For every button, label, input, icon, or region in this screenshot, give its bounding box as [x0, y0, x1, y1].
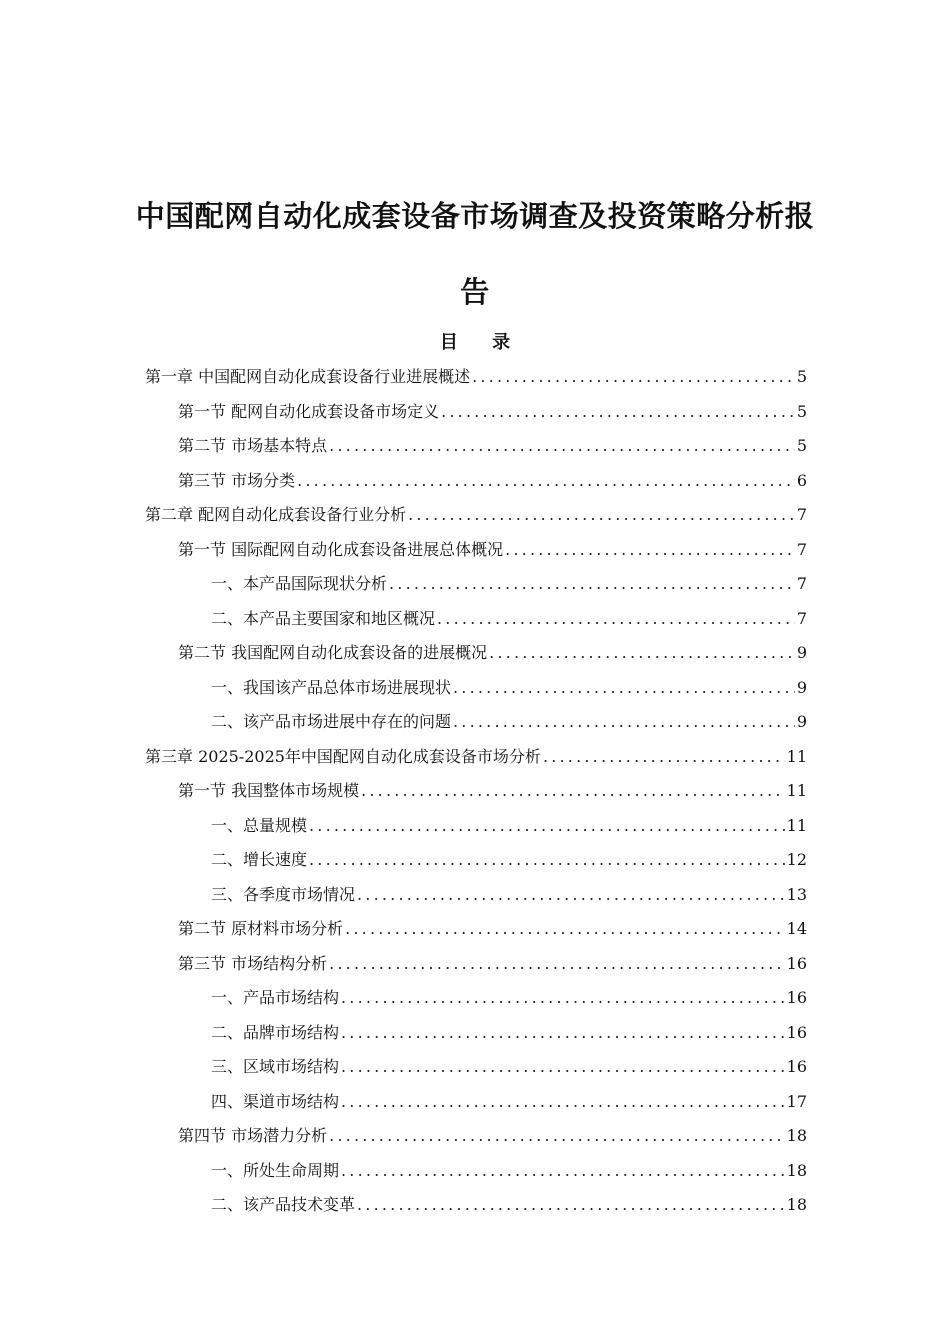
toc-dot-leader	[345, 912, 785, 947]
toc-entry[interactable]	[145, 567, 807, 602]
toc-entry-title: 一、产品市场结构	[211, 988, 340, 1007]
toc-entry[interactable]	[145, 671, 807, 706]
toc-page-number: 13	[786, 884, 807, 904]
toc-entry-title: 第二节 市场基本特点	[178, 436, 328, 455]
toc-dot-leader	[389, 567, 795, 602]
toc-entry-title: 第四节 市场潜力分析	[178, 1126, 328, 1145]
toc-entry[interactable]	[145, 1085, 807, 1120]
toc-page-number: 18	[786, 1160, 807, 1180]
toc-page-number: 14	[786, 919, 807, 938]
document-title-line-1: 中国配网自动化成套设备市场调查及投资策略分析报	[135, 199, 815, 233]
toc-entry[interactable]	[145, 1016, 807, 1051]
toc-page-number: 5	[796, 436, 807, 455]
toc-entry-title: 三、各季度市场情况	[211, 884, 356, 904]
toc-page-number: 7	[796, 539, 807, 559]
toc-page-number: 16	[786, 953, 807, 973]
toc-entry[interactable]	[145, 878, 807, 913]
document-title-line-2: 告	[460, 275, 490, 309]
toc-entry[interactable]	[145, 1119, 807, 1154]
toc-entry[interactable]	[145, 843, 807, 878]
toc-entry[interactable]	[145, 981, 807, 1016]
toc-entry[interactable]	[145, 395, 807, 430]
toc-dot-leader	[505, 533, 795, 568]
toc-dot-leader	[489, 636, 795, 671]
toc-entry[interactable]	[145, 912, 807, 947]
toc-entry-title: 一、本产品国际现状分析	[211, 574, 388, 593]
toc-entry-title: 二、该产品技术变革	[211, 1195, 356, 1214]
toc-entry[interactable]	[145, 1188, 807, 1223]
toc-page-number: 6	[796, 470, 807, 490]
toc-page-number: 7	[796, 574, 807, 593]
toc-dot-leader	[437, 602, 795, 637]
toc-entry-title: 第三章 2025-2025年中国配网自动化成套设备市场分析	[145, 746, 541, 766]
toc-entry-title: 第三节 市场分类	[178, 470, 296, 490]
toc-dot-leader	[408, 498, 795, 533]
toc-page-number: 11	[786, 815, 807, 835]
toc-entry-title: 二、增长速度	[211, 850, 308, 869]
toc-dot-leader	[329, 429, 795, 464]
toc-page-number: 12	[786, 850, 807, 869]
toc-entry[interactable]	[145, 533, 807, 568]
toc-entry-title: 二、该产品市场进展中存在的问题	[211, 712, 452, 731]
toc-dot-leader	[357, 878, 785, 913]
toc-dot-leader	[341, 1154, 785, 1189]
toc-page-number: 17	[786, 1091, 807, 1111]
toc-entry[interactable]	[145, 947, 807, 982]
toc-entry-title: 第一节 我国整体市场规模	[178, 781, 360, 800]
toc-entry-title: 三、区域市场结构	[211, 1057, 340, 1076]
toc-dot-leader	[357, 1188, 785, 1223]
toc-entry-title: 四、渠道市场结构	[211, 1091, 340, 1111]
toc-entry-title: 一、所处生命周期	[211, 1160, 340, 1180]
toc-entry-title: 二、本产品主要国家和地区概况	[211, 608, 436, 628]
toc-entry[interactable]	[145, 774, 807, 809]
toc-entry-title: 第一节 国际配网自动化成套设备进展总体概况	[178, 539, 504, 559]
toc-page-number: 5	[796, 367, 807, 386]
toc-entry[interactable]	[145, 740, 807, 775]
toc-dot-leader	[441, 395, 795, 430]
table-of-contents	[145, 360, 807, 1223]
toc-dot-leader	[341, 1050, 785, 1085]
toc-entry[interactable]	[145, 602, 807, 637]
toc-page-number: 9	[796, 712, 807, 731]
toc-page-number: 16	[786, 1022, 807, 1042]
toc-entry-title: 第二节 我国配网自动化成套设备的进展概况	[178, 643, 488, 662]
toc-page-number: 16	[786, 988, 807, 1007]
toc-page-number: 11	[786, 781, 807, 800]
toc-entry[interactable]	[145, 498, 807, 533]
toc-entry-title: 第一节 配网自动化成套设备市场定义	[178, 401, 440, 421]
toc-page-number: 11	[786, 746, 807, 766]
toc-dot-leader	[341, 1085, 785, 1120]
toc-entry-title: 一、总量规模	[211, 815, 308, 835]
toc-dot-leader	[297, 464, 795, 499]
toc-entry[interactable]	[145, 1050, 807, 1085]
toc-dot-leader	[309, 843, 785, 878]
toc-entry-title: 第一章 中国配网自动化成套设备行业进展概述	[145, 367, 471, 386]
toc-dot-leader	[329, 1119, 785, 1154]
toc-entry[interactable]	[145, 429, 807, 464]
toc-page-number: 16	[786, 1057, 807, 1076]
toc-dot-leader	[453, 671, 795, 706]
toc-entry[interactable]	[145, 705, 807, 740]
toc-entry-title: 二、品牌市场结构	[211, 1022, 340, 1042]
toc-entry[interactable]	[145, 809, 807, 844]
toc-dot-leader	[309, 809, 785, 844]
toc-entry-title: 第二节 原材料市场分析	[178, 919, 344, 938]
toc-page-number: 5	[796, 401, 807, 421]
toc-heading: 目 录	[439, 332, 525, 353]
toc-entry[interactable]	[145, 1154, 807, 1189]
toc-page-number: 7	[796, 505, 807, 524]
toc-dot-leader	[341, 1016, 785, 1051]
toc-entry-title: 第三节 市场结构分析	[178, 953, 328, 973]
toc-dot-leader	[543, 740, 785, 775]
toc-entry[interactable]	[145, 636, 807, 671]
toc-entry[interactable]	[145, 360, 807, 395]
toc-dot-leader	[361, 774, 785, 809]
toc-entry-title: 一、我国该产品总体市场进展现状	[211, 677, 452, 697]
toc-dot-leader	[453, 705, 795, 740]
toc-page-number: 18	[786, 1195, 807, 1214]
toc-dot-leader	[329, 947, 785, 982]
toc-dot-leader	[341, 981, 785, 1016]
toc-page-number: 9	[796, 677, 807, 697]
toc-page-number: 7	[796, 608, 807, 628]
toc-page-number: 9	[796, 643, 807, 662]
toc-entry[interactable]	[145, 464, 807, 499]
toc-dot-leader	[472, 360, 795, 395]
toc-entry-title: 第二章 配网自动化成套设备行业分析	[145, 505, 407, 524]
toc-page-number: 18	[786, 1126, 807, 1145]
